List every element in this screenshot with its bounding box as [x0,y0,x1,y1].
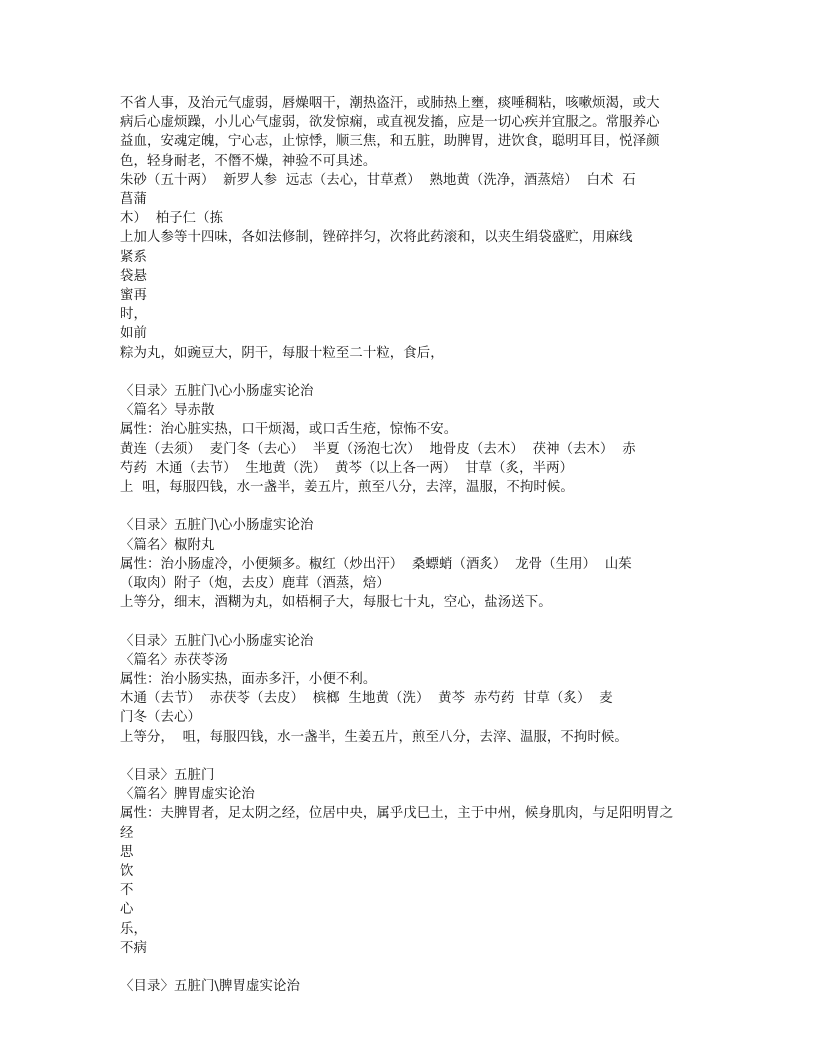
chapter-heading: 〈篇名〉脾胃虚实论治 [120,787,255,803]
property-line: 属性：治小肠虚冷，小便频多。椒红（炒出汗） 桑螵蛸（酒炙） 龙骨（生用） 山茱 [120,556,632,572]
catalog-heading: 〈目录〉五脏门 [120,768,215,784]
catalog-heading: 〈目录〉五脏门\脾胃虚实论治 [120,979,300,995]
ingredient-line: 门冬（去心） [120,710,201,726]
text-line: 粽为丸，如豌豆大，阴干，每服十粒至二十粒，食后， [120,345,444,361]
text-line: 不 [120,883,134,899]
text-line: 上等分，细末，酒糊为丸，如梧桐子大，每服七十丸，空心，盐汤送下。 [120,595,552,611]
text-line: 经 [120,825,134,841]
chapter-heading: 〈篇名〉椒附丸 [120,537,215,553]
catalog-heading: 〈目录〉五脏门\心小肠虚实论治 [120,384,314,400]
ingredient-line: 芍药 木通（去节） 生地黄（洗） 黄芩（以上各一两） 甘草（炙，半两） [120,460,574,476]
text-line: 菖蒲 [120,192,147,208]
text-line: 饮 [120,864,134,880]
text-line: 袋悬 [120,268,147,284]
text-line: 色，轻身耐老，不僭不燥，神验不可具述。 [120,153,377,169]
text-line: 紧系 [120,249,147,265]
text-line: 时， [120,307,147,323]
text-line: 上加人参等十四味，各如法修制，锉碎拌匀，次将此药滚和，以夹生绢袋盛贮，用麻线 [120,230,633,246]
document-page [120,94,700,996]
property-line: 属性：治心脏实热，口干烦渴，或口舌生疮，惊怖不安。 [120,422,458,438]
text-line: 不病 [120,940,147,956]
blank-line [120,497,700,516]
text-line: 上等分， 咀，每服四钱，水一盏半，生姜五片，煎至八分，去滓、温服，不拘时候。 [120,729,628,745]
text-line: 木） 柏子仁（拣 [120,211,224,227]
text-line: 思 [120,844,134,860]
catalog-heading: 〈目录〉五脏门\心小肠虚实论治 [120,518,314,534]
ingredient-line: 朱砂（五十两） 新罗人参 远志（去心，甘草煮） 熟地黄（洗净，酒蒸焙） 白术 石 [120,172,636,188]
text-line: 蜜再 [120,288,147,304]
catalog-heading: 〈目录〉五脏门\心小肠虚实论治 [120,633,314,649]
ingredient-line: 木通（去节） 赤茯苓（去皮） 槟榔 生地黄（洗） 黄芩 赤芍药 甘草（炙） 麦 [120,691,613,707]
ingredient-line: （取肉）附子（炮，去皮）鹿茸（酒蒸，焙） [120,576,390,592]
property-line: 属性：夫脾胃者，足太阴之经，位居中央，属乎戊巳土，主于中州，候身肌肉，与足阳明胃之 [120,806,674,822]
text-line: 如前 [120,326,147,342]
text-line: 病后心虚烦躁，小儿心气虚弱，欲发惊痫，或直视发搐，应是一切心疾并宜服之。常服养心 [120,115,660,131]
text-line: 益血，安魂定魄，宁心志，止惊悸，顺三焦，和五脏，助脾胃，进饮食，聪明耳目，悦泽颜 [120,134,660,150]
blank-line [120,958,700,977]
property-line: 属性：治小肠实热，面赤多汗，小便不利。 [120,672,377,688]
blank-line [120,747,700,766]
blank-line [120,363,700,382]
chapter-heading: 〈篇名〉赤茯苓汤 [120,652,228,668]
text-line: 乐， [120,921,147,937]
ingredient-line: 黄连（去须） 麦门冬（去心） 半夏（汤泡七次） 地骨皮（去木） 茯神（去木） 赤 [120,441,636,457]
text-line: 不省人事，及治元气虚弱，唇燥咽干，潮热盗汗，或肺热上壅，痰唾稠粘，咳嗽烦渴，或大 [120,96,660,111]
chapter-heading: 〈篇名〉导赤散 [120,403,215,419]
blank-line [120,612,700,631]
text-line: 上 咀，每服四钱，水一盏半，姜五片，煎至八分，去滓，温服，不拘时候。 [120,480,574,496]
text-line: 心 [120,902,134,918]
